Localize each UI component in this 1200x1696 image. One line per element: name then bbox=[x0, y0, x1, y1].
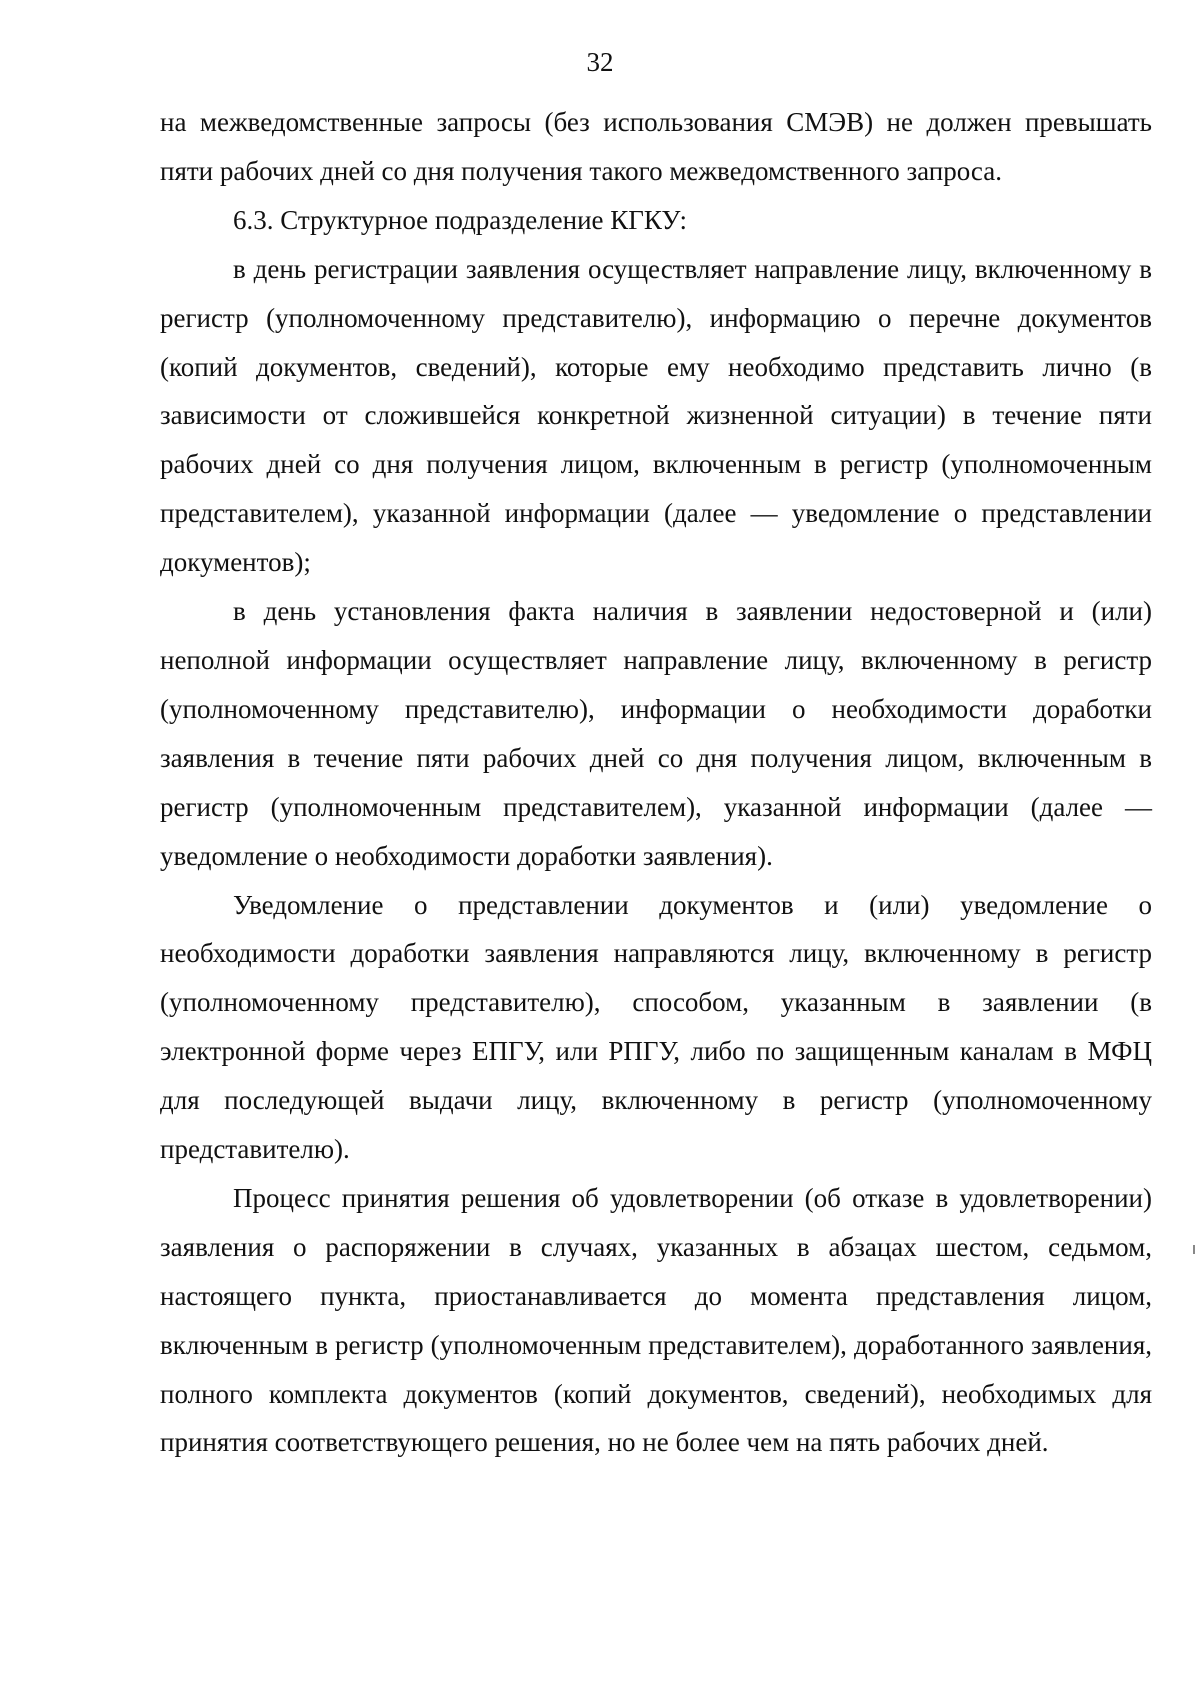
paragraph-continuation: на межведомственные запросы (без использования СМЭВ) не должен превышать пяти рабочих дней со дня получения такого межведомственного запроса. bbox=[160, 107, 1152, 186]
section-heading-6-3: 6.3. Структурное подразделение КГКУ: bbox=[233, 204, 687, 235]
scan-artifact bbox=[1193, 1245, 1195, 1254]
paragraph-incomplete-info: в день установления факта наличия в заявлении недостоверной и (или) неполной информации осуществляет направление лицу, включенному в регистр (уполномоченному представителю), информации о необходимости доработки заявления в течение пяти рабочих дней со дня получения лицом, включенным в регистр (уполномоченным представителем), указанной информации (далее — уведомление о необходимости доработки заявления). bbox=[160, 596, 1152, 871]
page-number: 32 bbox=[586, 47, 614, 77]
paragraph-decision-process: Процесс принятия решения об удовлетворении (об отказе в удовлетворении) заявления о распоряжении в случаях, указанных в абзацах шестом, седьмом, настоящего пункта, приостанавливается до момента представления лицом, включенным в регистр (уполномоченным представителем), доработанного заявления, полного комплекта документов (копий документов, сведений), необходимых для принятия соответствующего решения, но не более чем на пять рабочих дней. bbox=[160, 1182, 1152, 1458]
document-body bbox=[160, 98, 1152, 1467]
paragraph-registration-day: в день регистрации заявления осуществляет направление лицу, включенному в регистр (уполномоченному представителю), информацию о перечне документов (копий документов, сведений), которые ему необходимо представить лично (в зависимости от сложившейся конкретной жизненной ситуации) в течение пяти рабочих дней со дня получения лицом, включенным в регистр (уполномоченным представителем), указанной информации (далее — уведомление о представлении документов); bbox=[160, 253, 1152, 578]
paragraph-notifications: Уведомление о представлении документов и (или) уведомление о необходимости доработки заявления направляются лицу, включенному в регистр (уполномоченному представителю), способом, указанным в заявлении (в электронной форме через ЕПГУ, или РПГУ, либо по защищенным каналам в МФЦ для последующей выдачи лицу, включенному в регистр (уполномоченному представителю). bbox=[160, 889, 1152, 1165]
